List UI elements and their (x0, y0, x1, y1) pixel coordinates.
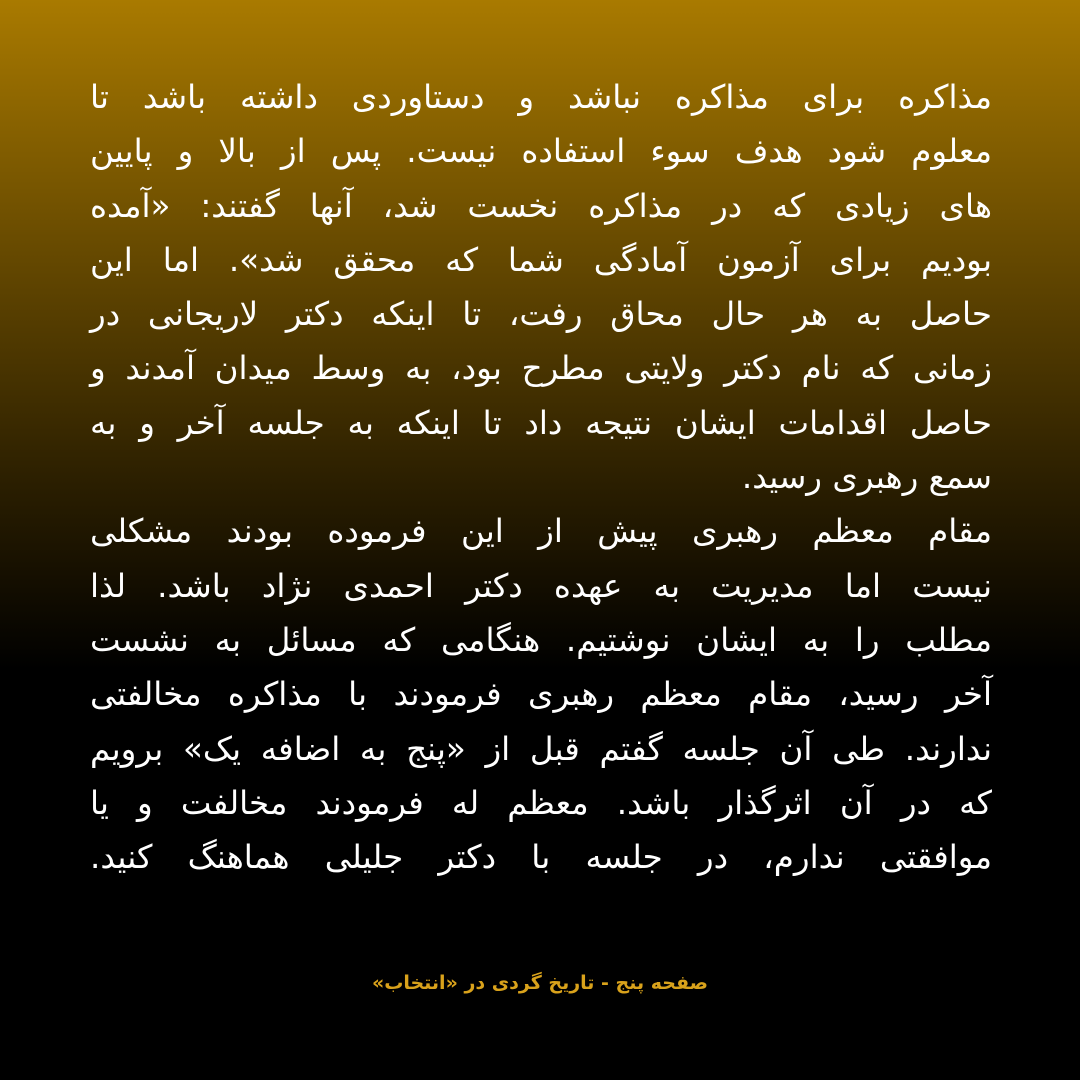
text-line: های زیادی که در مذاکره نخست شد، آنها گفتند: «آمده (90, 186, 992, 225)
text-line: حاصل اقدامات ایشان نتیجه داد تا اینکه به جلسه آخر و به (90, 403, 992, 442)
text-line: که در آن اثرگذار باشد. معظم له فرمودند مخالفت و یا (90, 783, 992, 822)
text-line: سمع رهبری رسید. (741, 458, 992, 497)
text-line: مطلب را به ایشان نوشتیم. هنگامی که مسائل به نشست (90, 620, 992, 659)
text-line: ندارند. طی آن جلسه گفتم قبل از «پنج به اضافه یک» برویم (90, 729, 992, 768)
text-line: حاصل به هر حال محاق رفت، تا اینکه دکتر لاریجانی در (90, 295, 992, 334)
text-line: مذاکره برای مذاکره نباشد و دستاوردی داشته باشد تا (90, 78, 992, 116)
text-line: معلوم شود هدف سوء استفاده نیست. پس از بالا و پایین (90, 132, 992, 171)
article-body (90, 70, 992, 884)
text-line: زمانی که نام دکتر ولایتی مطرح بود، به وسط میدان آمدند و (90, 349, 992, 388)
text-line: موافقتی ندارم، در جلسه با دکتر جلیلی هماهنگ کنید. (90, 838, 992, 877)
text-line: مقام معظم رهبری پیش از این فرموده بودند مشکلی (90, 512, 992, 551)
text-line: نیست اما مدیریت به عهده دکتر احمدی نژاد باشد. لذا (90, 566, 992, 605)
text-line: آخر رسید، مقام معظم رهبری فرمودند با مذاکره مخالفتی (90, 675, 992, 714)
article-paragraph-1 (90, 70, 992, 504)
article-paragraph-2 (90, 504, 992, 884)
footer-caption: صفحه پنج - تاریخ گردی در «انتخاب» (371, 972, 709, 994)
text-line: بودیم برای آزمون آمادگی شما که محقق شد». اما این (90, 240, 992, 279)
